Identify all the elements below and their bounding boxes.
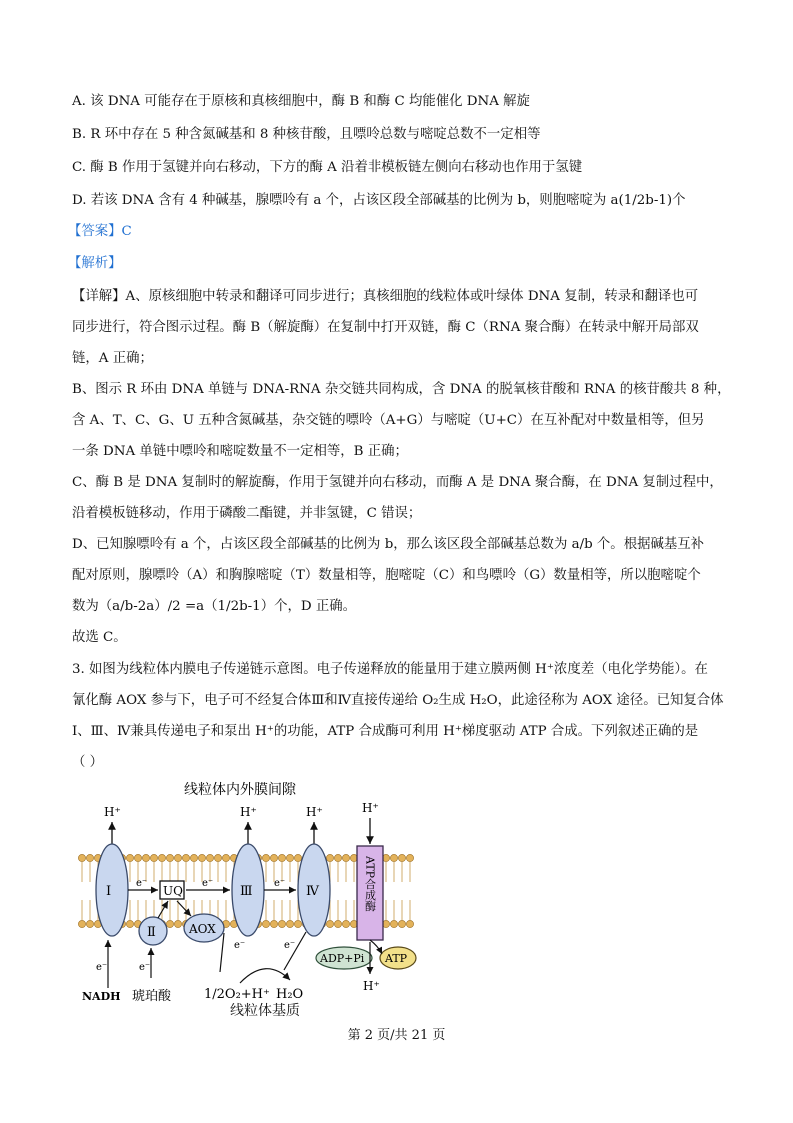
e-label-nadh: e⁻ bbox=[96, 962, 108, 973]
lipid-head bbox=[182, 854, 189, 861]
analysis-d-line-1: D、已知腺嘌呤有 a 个，占该区段全部碱基的比例为 b，那么该区段全部碱基总数为 a/b 个。根据碱基互补 bbox=[72, 537, 705, 552]
analysis-d-line-3: 数为（a/b-2a）/2 =a（1/2b-1）个，D 正确。 bbox=[72, 599, 357, 614]
complex-2-label: Ⅱ bbox=[147, 925, 156, 940]
analysis-b-line-2: 含 A、T、C、G、U 五种含氮碱基，杂交链的嘌呤（A+G）与嘧啶（U+C）在互补配对中数量相等，但另 bbox=[72, 413, 705, 428]
aox-to-o2-line bbox=[220, 933, 224, 972]
analysis-b-line-1: B、图示 R 环由 DNA 单链与 DNA-RNA 杂交链共同构成，含 DNA 的脱氧核苷酸和 RNA 的核苷酸共 8 种， bbox=[72, 382, 731, 397]
lipid-head bbox=[342, 854, 349, 861]
nadh-label: NADH bbox=[82, 990, 121, 1003]
lipid-head bbox=[126, 854, 133, 861]
lipid-head bbox=[190, 854, 197, 861]
lipid-head bbox=[174, 854, 181, 861]
h-plus-label-bottom: H⁺ bbox=[363, 979, 380, 993]
e-label-aox: e⁻ bbox=[234, 940, 246, 951]
lipid-head bbox=[398, 920, 405, 927]
detail-line-1: 【详解】A、原核细胞中转录和翻译可同步进行；真核细胞的线粒体或叶绿体 DNA 复制，转录和翻译也可 bbox=[72, 289, 699, 304]
complex-1-label: Ⅰ bbox=[106, 884, 112, 899]
lipid-head bbox=[406, 854, 413, 861]
lipid-head bbox=[86, 854, 93, 861]
succinate-label: 琥珀酸 bbox=[132, 989, 172, 1003]
analysis-b-line-3: 一条 DNA 单链中嘌呤和嘧啶数量不一定相等，B 正确； bbox=[72, 444, 408, 459]
analysis-tag: 【解析】 bbox=[68, 256, 122, 271]
lipid-head bbox=[206, 854, 213, 861]
uq-label: UQ bbox=[163, 884, 183, 898]
detail-line-2: 同步进行，符合图示过程。酶 B（解旋酶）在复制中打开双链，酶 C（RNA 聚合酶）在转录中解开局部双 bbox=[72, 320, 699, 335]
water-label: H₂O bbox=[276, 987, 304, 1002]
option-b: B. R 环中存在 5 种含氮碱基和 8 种核苷酸，且嘌呤总数与嘧啶总数不一定相等 bbox=[72, 127, 541, 142]
h-plus-label-3: H⁺ bbox=[306, 805, 323, 819]
q3-stem-line-2: 氰化酶 AOX 参与下，电子可不经复合体Ⅲ和Ⅳ直接传递给 O₂生成 H₂O，此途径称为 AOX 途径。已知复合体 bbox=[72, 693, 724, 708]
option-d: D. 若该 DNA 含有 4 种碱基，腺嘌呤有 a 个，占该区段全部碱基的比例为 b，则胞嘧啶为 a(1/2b-1)个 bbox=[72, 193, 686, 208]
e-label-3: e⁻ bbox=[274, 878, 286, 889]
complex-3-label: Ⅲ bbox=[240, 884, 253, 899]
analysis-c-line-1: C、酶 B 是 DNA 复制时的解旋酶，作用于氢键并向右移动，而酶 A 是 DNA 聚合酶，在 DNA 复制过程中， bbox=[72, 475, 723, 490]
lipid-head bbox=[78, 920, 85, 927]
lipid-head bbox=[286, 920, 293, 927]
lipid-head bbox=[150, 854, 157, 861]
complex4-to-o2-line bbox=[284, 932, 306, 970]
adp-pi-label: ADP+Pi bbox=[320, 952, 365, 965]
lipid-head bbox=[390, 854, 397, 861]
option-a: A. 该 DNA 可能存在于原核和真核细胞中，酶 B 和酶 C 均能催化 DNA 解旋 bbox=[72, 94, 530, 109]
electron-transport-diagram bbox=[78, 778, 418, 1003]
lipid-head bbox=[278, 854, 285, 861]
lipid-head bbox=[278, 920, 285, 927]
lipid-head bbox=[334, 854, 341, 861]
lipid-head bbox=[326, 920, 333, 927]
lipid-head bbox=[398, 854, 405, 861]
atp-synthase-label: ATP合成酶 bbox=[363, 856, 377, 912]
option-c: C. 酶 B 作用于氢键并向右移动，下方的酶 A 沿着非模板链左侧向右移动也作用于氢键 bbox=[72, 160, 583, 175]
e-label-succinate: e⁻ bbox=[139, 962, 151, 973]
analysis-c-line-2: 沿着模板链移动，作用于磷酸二酯键，并非氢键，C 错误； bbox=[72, 506, 422, 521]
atp-synthesis-arrow bbox=[370, 940, 382, 954]
conclusion: 故选 C。 bbox=[72, 630, 127, 645]
lipid-head bbox=[214, 854, 221, 861]
lipid-head bbox=[406, 920, 413, 927]
lipid-head bbox=[294, 920, 301, 927]
detail-line-3: 链，A 正确； bbox=[72, 351, 153, 366]
atp-label: ATP bbox=[385, 952, 408, 965]
q3-stem-line-3: Ⅰ、Ⅲ、Ⅳ兼具传递电子和泵出 H⁺的功能，ATP 合成酶可利用 H⁺梯度驱动 ATP 合成。下列叙述正确的是 bbox=[72, 724, 699, 739]
lipid-head bbox=[134, 854, 141, 861]
lipid-head bbox=[390, 920, 397, 927]
q3-answer-bracket: （ ） bbox=[72, 755, 104, 770]
matrix-label: 线粒体基质 bbox=[230, 1003, 300, 1019]
lipid-head bbox=[270, 920, 277, 927]
lipid-head bbox=[86, 920, 93, 927]
lipid-head bbox=[158, 854, 165, 861]
lipid-head bbox=[270, 854, 277, 861]
lipid-head bbox=[174, 920, 181, 927]
q3-stem-line-1: 3. 如图为线粒体内膜电子传递链示意图。电子传递释放的能量用于建立膜两侧 H⁺浓度差（电化学势能）。在 bbox=[72, 662, 708, 677]
e-arrow-uq-to-aox bbox=[177, 901, 191, 916]
e-label-complex4: e⁻ bbox=[284, 940, 296, 951]
h-plus-label-4: H⁺ bbox=[362, 801, 379, 815]
lipid-head bbox=[222, 854, 229, 861]
lipid-head bbox=[166, 854, 173, 861]
h-plus-label-1: H⁺ bbox=[104, 805, 121, 819]
lipid-head bbox=[286, 854, 293, 861]
analysis-d-line-2: 配对原则，腺嘌呤（A）和胸腺嘧啶（T）数量相等，胞嘧啶（C）和鸟嘌呤（G）数量相等，所以胞嘧啶个 bbox=[72, 568, 701, 583]
h-plus-label-2: H⁺ bbox=[240, 805, 257, 819]
lipid-head bbox=[78, 854, 85, 861]
lipid-head bbox=[342, 920, 349, 927]
page-footer: 第 2 页/共 21 页 bbox=[347, 1028, 446, 1043]
lipid-head bbox=[334, 920, 341, 927]
lipid-head bbox=[262, 920, 269, 927]
oxygen-label: 1/2O₂+H⁺ bbox=[204, 987, 270, 1002]
e-arrow-2-to-uq bbox=[158, 901, 168, 918]
e-label-1: e⁻ bbox=[136, 878, 148, 889]
o2-to-water-arrow bbox=[240, 969, 290, 983]
aox-label: AOX bbox=[189, 922, 216, 936]
lipid-head bbox=[294, 854, 301, 861]
complex-4-label: Ⅳ bbox=[306, 884, 319, 899]
intermembrane-space-label: 线粒体内外膜间隙 bbox=[184, 782, 296, 798]
lipid-head bbox=[262, 854, 269, 861]
lipid-head bbox=[126, 920, 133, 927]
lipid-head bbox=[142, 854, 149, 861]
lipid-head bbox=[166, 920, 173, 927]
answer-tag: 【答案】C bbox=[68, 224, 132, 239]
lipid-head bbox=[198, 854, 205, 861]
complex-1 bbox=[96, 844, 128, 936]
e-label-2: e⁻ bbox=[202, 878, 214, 889]
lipid-head bbox=[326, 854, 333, 861]
